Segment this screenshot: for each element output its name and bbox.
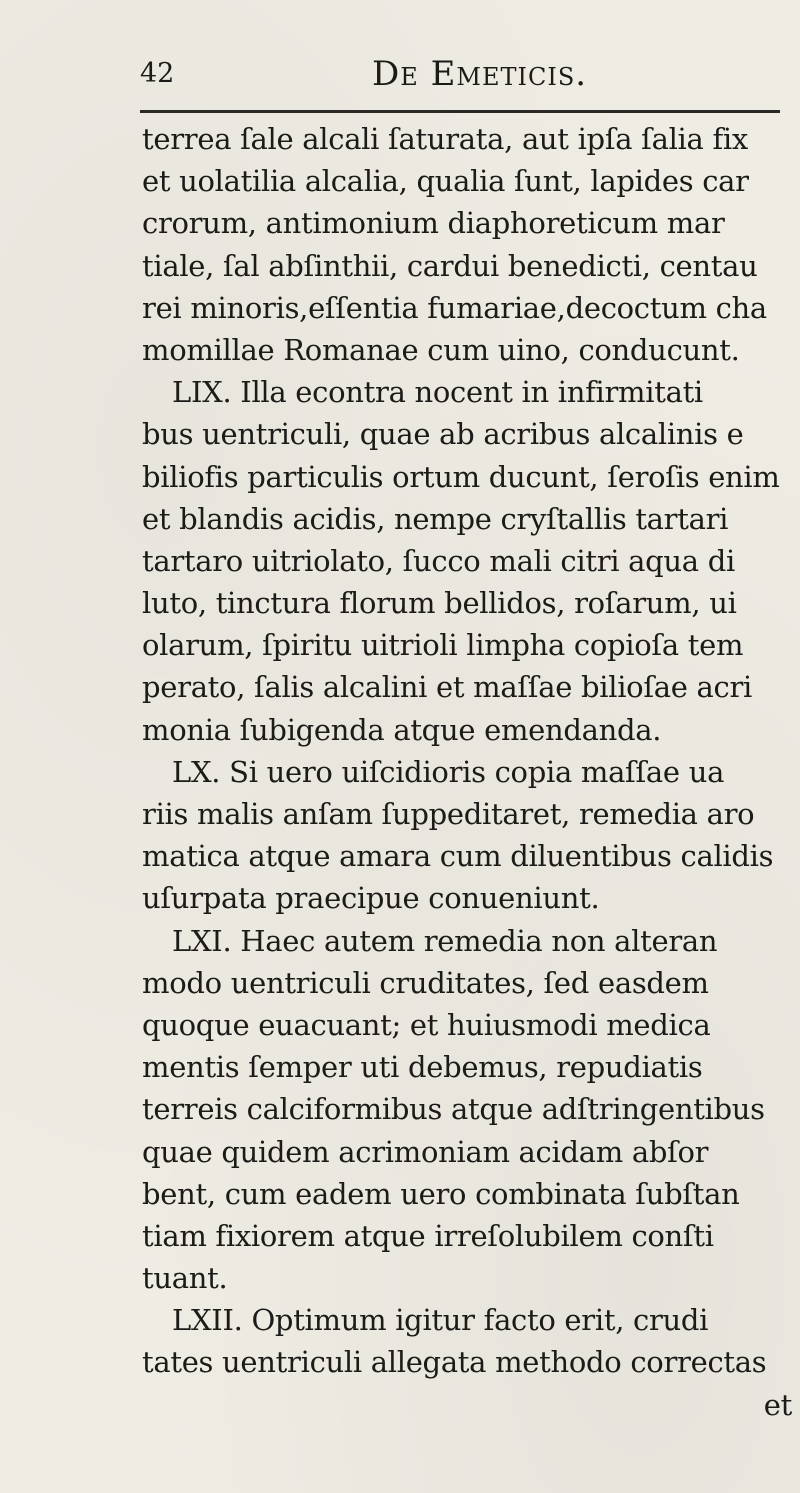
text-line: et blandis acidis, nempe cryſtallis tartari <box>142 501 729 536</box>
text-line: modo uentriculi cruditates, ſed easdem <box>142 965 709 1000</box>
paragraph-lix-start: LIX. Illa econtra nocent in infirmitati <box>172 375 703 410</box>
text-line: et uolatilia alcalia, qualia ſunt, lapides car <box>142 164 749 199</box>
body-text <box>142 118 792 1426</box>
text-line: uſurpata praecipue conueniunt. <box>142 881 600 916</box>
text-line: rei minoris,eſſentia fumariae,decoctum cha <box>142 290 767 325</box>
paragraph-lx-start: LX. Si uero uiſcidioris copia maſſae ua <box>172 754 725 789</box>
text-line: mentis ſemper uti debemus, repudiatis <box>142 1050 703 1085</box>
text-line: bus uentriculi, quae ab acribus alcalinis e <box>142 417 744 452</box>
text-line: tiam fixiorem atque irreſolubilem conſti <box>142 1218 714 1253</box>
text-line: matica atque amara cum diluentibus calidis <box>142 839 774 874</box>
text-line: bent, cum eadem uero combinata ſubſtan <box>142 1176 740 1211</box>
page-number: 42 <box>140 58 175 89</box>
text-line: momillae Romanae cum uino, conducunt. <box>142 332 740 367</box>
paragraph-lxi-start: LXI. Haec autem remedia non alteran <box>172 923 718 958</box>
text-line: tuant. <box>142 1261 228 1296</box>
running-title: De Emeticis. <box>372 54 588 94</box>
header-rule <box>140 110 780 113</box>
text-line: quoque euacuant; et huiusmodi medica <box>142 1007 711 1042</box>
text-line: riis malis anſam ſuppeditaret, remedia aro <box>142 797 755 831</box>
text-line: tiale, ſal abſinthii, cardui benedicti, centau <box>142 248 758 283</box>
text-line: luto, tinctura florum bellidos, roſarum, ui <box>142 586 737 621</box>
text-line: terreis calciformibus atque adſtringentibus <box>142 1092 765 1127</box>
catchword: et <box>763 1387 792 1422</box>
text-line: terrea ſale alcali ſaturata, aut ipſa ſalia fix <box>142 122 748 156</box>
paragraph-lxii-start: LXII. Optimum igitur facto erit, crudi <box>172 1303 709 1338</box>
text-line: biliofis particulis ortum ducunt, ſeroſis enim <box>142 459 780 494</box>
text-line: olarum, ſpiritu uitrioli limpha copioſa tem <box>142 628 744 663</box>
page-header <box>140 54 790 108</box>
text-line: tates uentriculi allegata methodo correctas <box>142 1345 767 1380</box>
text-line: crorum, antimonium diaphoreticum mar <box>142 206 725 241</box>
text-line: quae quidem acrimoniam acidam abſor <box>142 1134 709 1169</box>
text-line: perato, ſalis alcalini et maſſae bilioſae acri <box>142 670 752 705</box>
text-line: monia ſubigenda atque emendanda. <box>142 712 662 747</box>
text-line: tartaro uitriolato, ſucco mali citri aqua di <box>142 543 735 578</box>
